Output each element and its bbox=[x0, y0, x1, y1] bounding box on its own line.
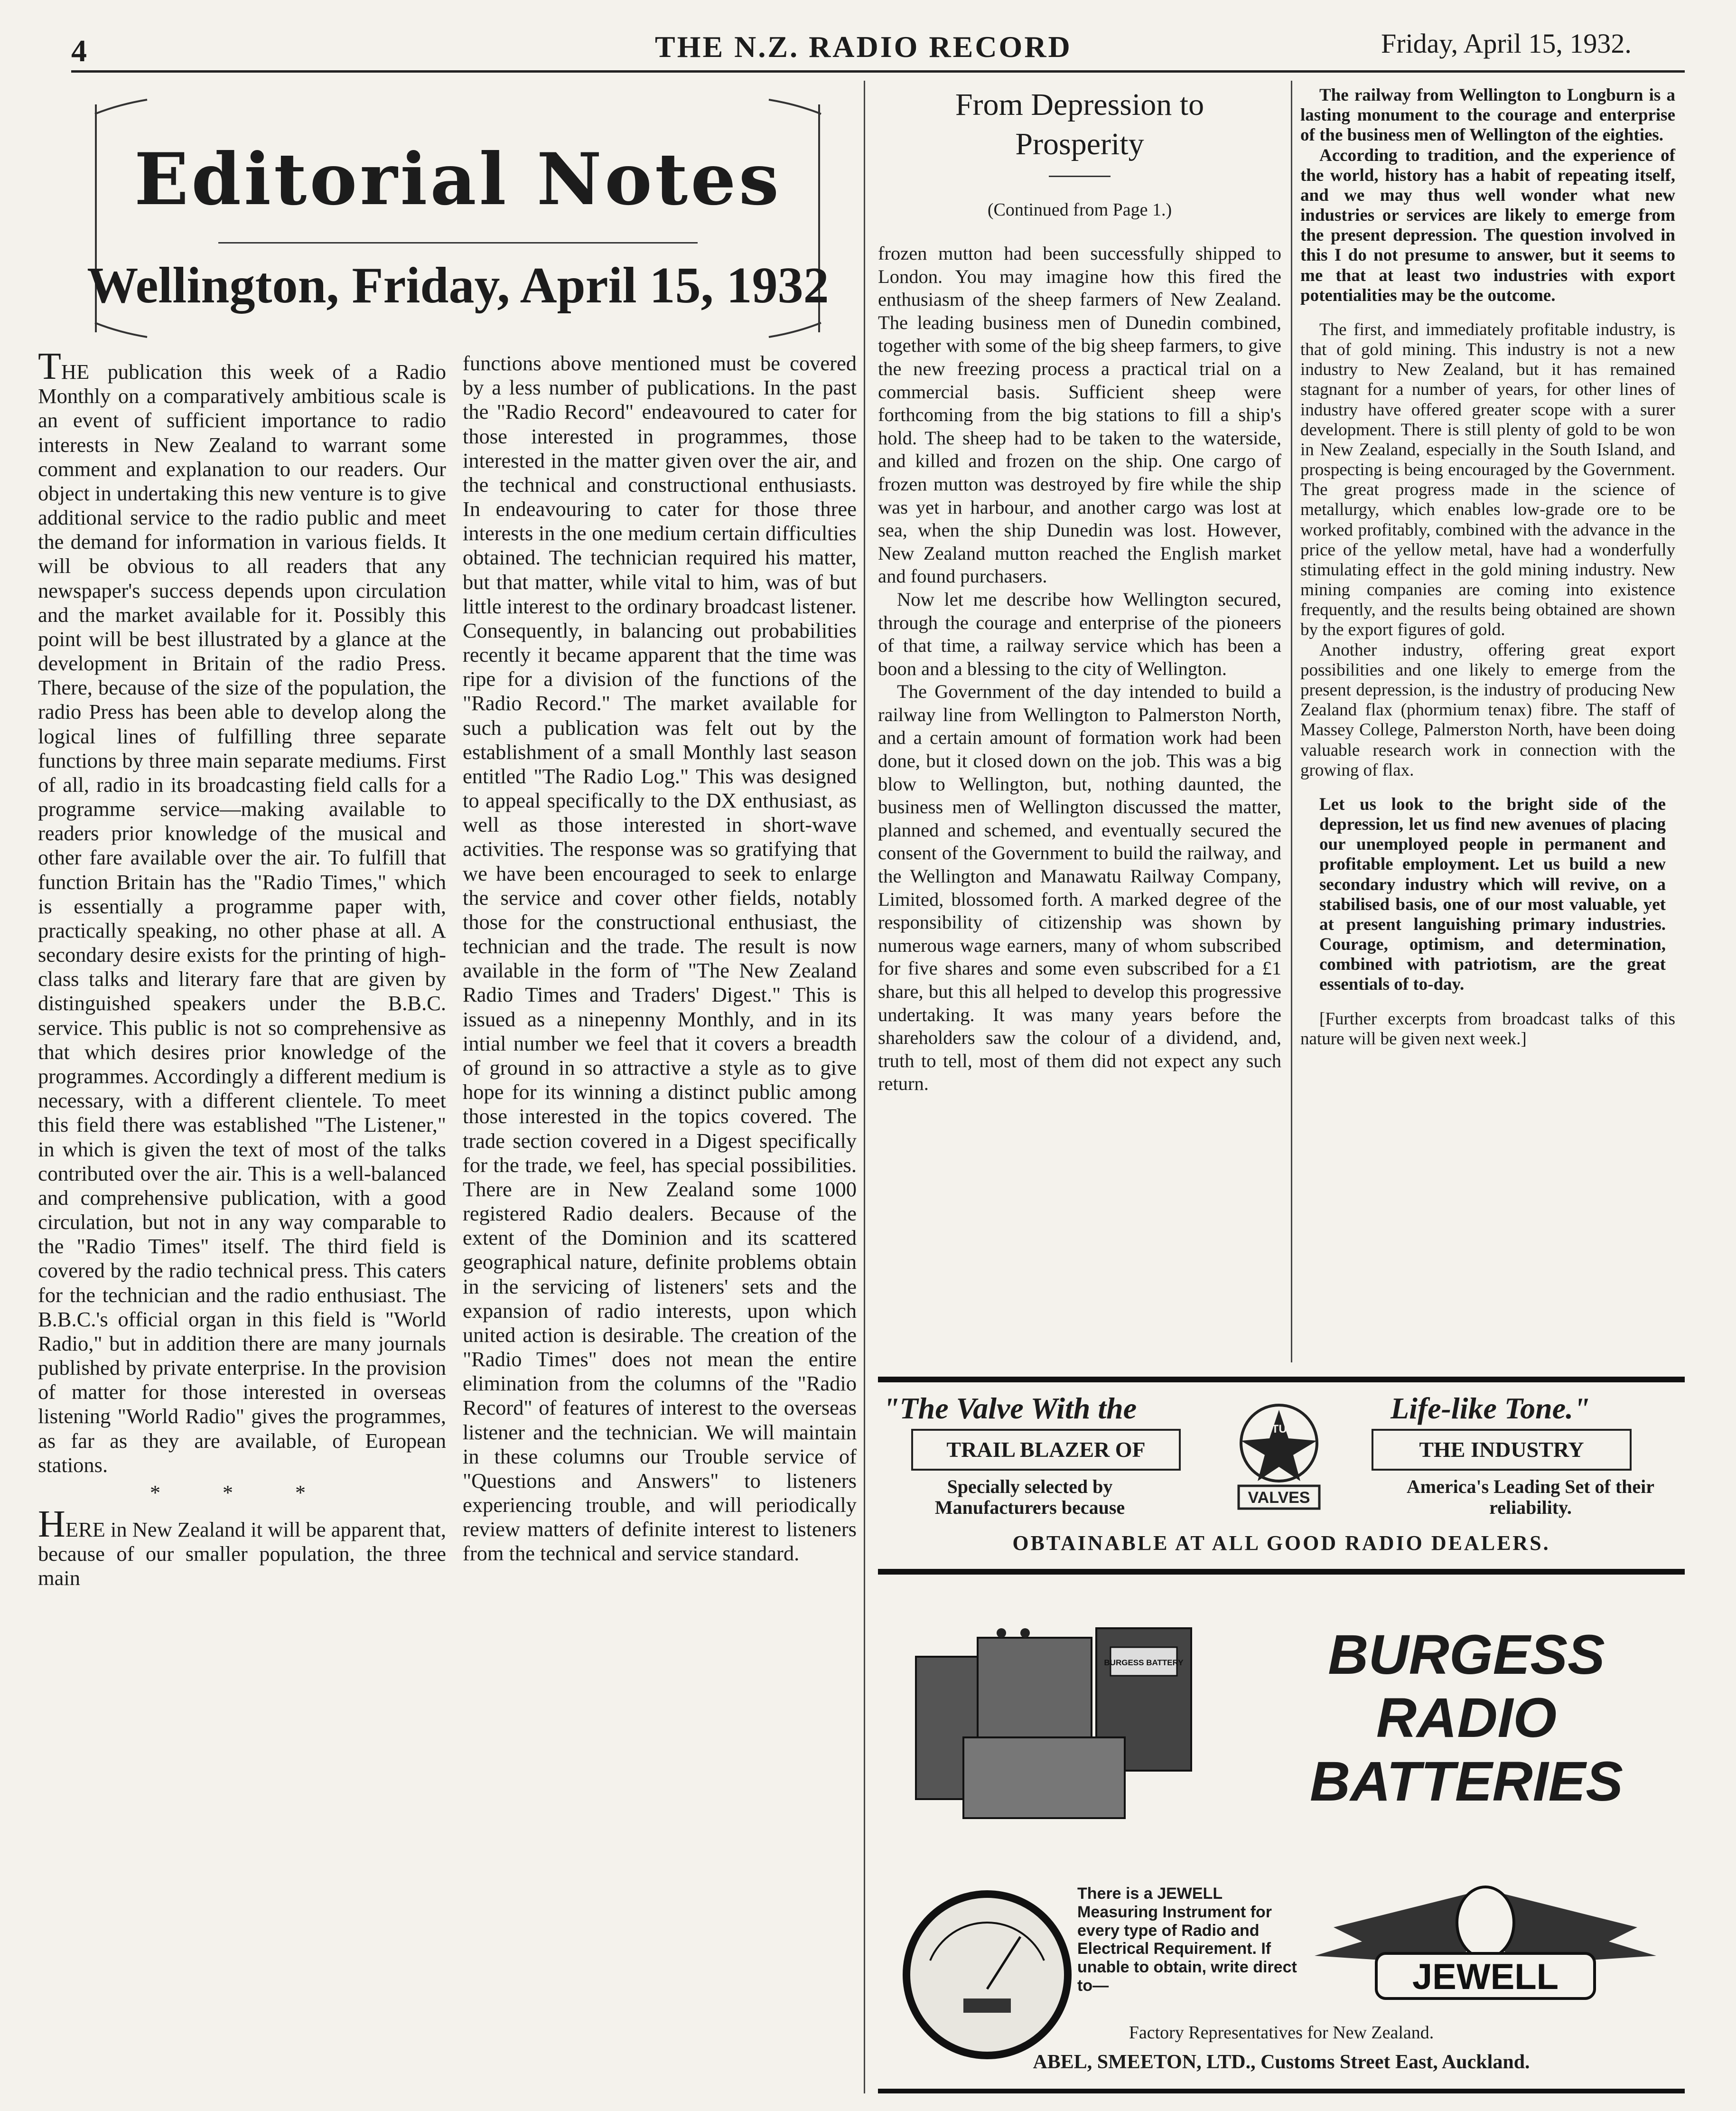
burgess-line: BATTERIES bbox=[1310, 1750, 1623, 1813]
ad-slogan-right: Life-like Tone." bbox=[1391, 1391, 1590, 1425]
article-paragraph: The first, and immediately profitable industry, is that of gold mining. This industry is not a new industry to New Zealand, but it has remained stagnant for a number of years, for other lines of industry have offered greater scope with a surer development. There is still plenty of gold to be won in New Zealand, especially in the South Island, and prospecting is being encouraged by the Government. The great progress made in the science of metallurgy, which enables low-grade ore to be worked profitably, combined with the advance in the price of the yellow metal, have had a wonderfully stimulating effect in the gold mining industry. New mining companies are coming into existence frequently, and the results being obtained are shown by the export figures of gold. bbox=[1300, 319, 1675, 640]
arcturus-emblem bbox=[1220, 1396, 1338, 1514]
header-rule bbox=[71, 70, 1685, 73]
editorial-column-2 bbox=[463, 351, 857, 1566]
editorial-banner bbox=[76, 95, 840, 342]
article-title bbox=[878, 85, 1281, 164]
burgess-headline bbox=[1277, 1623, 1656, 1813]
banner-rule bbox=[218, 242, 698, 244]
article-paragraph-bold: Let us look to the bright side of the depression, let us find new avenues of placing our unemployed people in permanent and profitable employment. Let us build a new secondary industry which will revive, on a stabilised basis, one of our most valuable, yet at present languishing primary industries. Courage, optimism, and determination, combined with patriotism, are the great essentials of to-day. bbox=[1319, 794, 1666, 995]
burgess-batteries-ad bbox=[878, 1595, 1685, 1842]
ad-rule bbox=[878, 1569, 1685, 1575]
editorial-title: Editorial Notes bbox=[134, 138, 782, 221]
article-column-1 bbox=[878, 242, 1281, 1096]
ribbon-right: THE INDUSTRY bbox=[1372, 1429, 1632, 1471]
firm-address: ABEL, SMEETON, LTD., Customs Street East, Auckland. bbox=[1033, 2051, 1530, 2073]
drop-cap: T bbox=[38, 346, 61, 387]
arcturus-valves-ad bbox=[878, 1377, 1685, 1576]
editorial-column-1 bbox=[38, 346, 446, 1590]
column-divider bbox=[1291, 81, 1292, 1362]
editorial-paragraph bbox=[38, 1503, 446, 1591]
continued-note: (Continued from Page 1.) bbox=[987, 200, 1172, 220]
emblem-top-text: ARCTURUS bbox=[1247, 1423, 1311, 1435]
emblem-bottom-text: VALVES bbox=[1248, 1489, 1310, 1507]
article-paragraph-bold: According to tradition, and the experience of the world, history has a habit of repeating itself, and we may thus well wonder what new industries or services are likely to emerge from the present depression. The question involved in this I do not presume to answer, but it seems to me that at least two industries with export potentialities may be the outcome. bbox=[1300, 145, 1675, 305]
issue-date: Friday, April 15, 1932. bbox=[1381, 28, 1632, 59]
editorial-paragraph bbox=[38, 346, 446, 1477]
editorial-text: HE publication this week of a Radio Monthly on a comparatively ambitious scale is an event of sufficient importance to radio interests in New Zealand to warrant some comment and explanation to our readers. Our object in undertaking this new venture is to give additional service to the radio public and meet the demand for information in various fields. It will be obvious to all readers that any newspaper's success depends upon circulation and the market available for it. Possibly this point will be best illustrated by a glance at the development in Britain of the radio Press. There, because of the size of the population, the radio Press has been able to develop along the logical lines of fulfilling three separate functions by three main separate mediums. First of all, radio in its broadcasting field calls for a programme service—making available to readers prior knowledge of the musical and other fare available over the air. To fulfill that function Britain has the "Radio Times," which is essentially a programme paper with, practically speaking, no other phase at all. A secondary desire exists for the printing of high-class talks and literary fare that are given by distinguished speakers under the B.B.C. service. This public is not so comprehensive as that which desires prior knowledge of the programmes. Accordingly a different medium is necessary, with a different clientele. To meet this field there was established "The Listener," in which is given the text of most of the talks contributed over the air. This is a well-balanced and comprehensive publication, with a good circulation, but not in any way comparable to the "Radio Times" itself. The third field is covered by the radio technical press. This caters for the technician and the radio enthusiast. The B.B.C.'s official organ in this field is "World Radio," but in addition there are many journals published by private enterprise. In the provision of matter for those interested in overseas listening "World Radio" gives the programmes, as far as they are available, of European stations. bbox=[38, 360, 446, 1477]
ad-text-left: Specially selected by Manufacturers because bbox=[934, 1476, 1125, 1518]
article-paragraph: [Further excerpts from broadcast talks of this nature will be given next week.] bbox=[1300, 1009, 1675, 1049]
editorial-text: ERE in New Zealand it will be apparent that, because of our smaller population, the three main bbox=[38, 1517, 446, 1590]
article-paragraph-bold: The railway from Wellington to Longburn is a lasting monument to the courage and enterprise of the business men of Wellington of the eighties. bbox=[1300, 85, 1675, 145]
burgess-line: RADIO bbox=[1376, 1687, 1557, 1750]
factory-representatives: Factory Representatives for New Zealand. bbox=[1129, 2023, 1434, 2043]
drop-cap: H bbox=[38, 1503, 65, 1545]
jewell-logo-text: JEWELL bbox=[1412, 1957, 1559, 1997]
jewell-meters-ad bbox=[878, 1851, 1685, 2098]
ad-slogan-left: "The Valve With the bbox=[883, 1391, 1137, 1425]
burgess-line: BURGESS bbox=[1328, 1623, 1605, 1686]
battery-label: BURGESS BATTERY bbox=[1104, 1658, 1184, 1667]
masthead: THE N.Z. RADIO RECORD bbox=[655, 30, 1072, 64]
title-rule bbox=[1049, 176, 1111, 177]
article-paragraph: The Government of the day intended to build a railway line from Wellington to Palmerston North, and a certain amount of formation work had been done, but it closed down on the job. This was a big blow to Wellington, but, nothing daunted, the business men of Wellington discussed the matter, planned and schemed, and eventually secured the consent of the Government to build the railway, and the Wellington and Manawatu Railway Company, Limited, blossomed forth. A marked degree of the responsibility of citizenship was shown by numerous wage earners, many of whom subscribed for five shares and some even subscribed for a £1 share, but this all helped to develop this progressive undertaking. It was many years before the shareholders saw the colour of a dividend, and, truth to tell, most of them did not expect any such return. bbox=[878, 681, 1281, 1095]
section-separator: * * * bbox=[150, 1481, 334, 1504]
article-paragraph: Another industry, offering great export possibilities and one likely to emerge from the present depression, is the industry of producing New Zealand flax (phormium tenax) fibre. The staff of Massey College, Palmerston North, have been doing valuable research work in connection with the growing of flax. bbox=[1300, 640, 1675, 780]
ribbon-left: TRAIL BLAZER OF bbox=[911, 1429, 1181, 1471]
article-paragraph: Now let me describe how Wellington secured, through the courage and enterprise of the pioneers of that time, a railway service which has been a boon and a blessing to the city of Wellington. bbox=[878, 588, 1281, 679]
editorial-paragraph: functions above mentioned must be covered by a less number of publications. In the past the "Radio Record" endeavoured to cater for those interested in programmes, those interested in the matter given over the air, and the technical and constructional enthusiasts. In endeavouring to cater for those three interests in the one medium certain difficulties obtained. The technician required his matter, but that matter, while vital to him, was of but little interest to the ordinary broadcast listener. Consequently, in balancing out probabilities recently it became apparent that the time was ripe for a division of the functions of the "Radio Record." The market available for such a publication was felt out by the establishment of a small Monthly last season entitled "The Radio Log." This was designed to appeal specifically to the DX enthusiast, as well as those interested in short-wave activities. The response was so gratifying that we have been encouraged to seek to enlarge the service and cover other fields, notably those for the constructional enthusiast, the technician and the trade. The result is now available in the form of "The New Zealand Radio Times and Traders' Digest." This is issued as a ninepenny Monthly, and in its intial number we feel that it covers a breadth of ground in so attractive a style as to give hope for its winning a distinct public among those interested in the topics covered. The trade section covered in a Digest specifically for the trade, we feel, has special possibilities. There are in New Zealand some 1000 registered Radio dealers. Because of the extent of the Dominion and its scattered geographical nature, definite problems obtain in the servicing of listeners' sets and the expansion of radio interests, upon which united action is desirable. The creation of the "Radio Times" does not mean the entire elimination from the columns of the "Radio Record" of features of interest to the overseas listener and the technician. We will maintain in these columns our Trouble service of "Questions and Answers" to listeners experiencing trouble, and will periodically review matters of definite interest to listeners from the technical and service standard. bbox=[463, 351, 857, 1566]
article-column-2 bbox=[1300, 85, 1675, 1049]
ad-rule bbox=[878, 2089, 1685, 2093]
battery-illustration bbox=[906, 1619, 1239, 1823]
ad-text-right: America's Leading Set of their reliability. bbox=[1406, 1476, 1655, 1518]
page-number: 4 bbox=[71, 34, 87, 68]
column-divider bbox=[864, 81, 865, 2093]
article-title-line: Prosperity bbox=[1015, 126, 1144, 161]
editorial-dateline: Wellington, Friday, April 15, 1932 bbox=[87, 257, 829, 314]
jewell-wings-logo bbox=[1305, 1870, 1666, 2013]
article-paragraph: frozen mutton had been successfully shipped to London. You may imagine how this fired the enthusiasm of the sheep farmers of New Zealand. The leading business men of Dunedin combined, together with some of the big sheep farmers, to give the new freezing process a practical trial on a commercial basis. Sufficient sheep were forthcoming from the big stations to fill a ship's hold. The sheep had to be taken to the waterside, and killed and frozen on the ship. One cargo of frozen mutton was destroyed by fire while the ship was yet in harbour, and another cargo was lost at sea, when the ship Dunedin was lost. However, New Zealand mutton reached the English market and found purchasers. bbox=[878, 243, 1281, 587]
ad-rule bbox=[878, 1377, 1685, 1382]
article-title-line: From Depression to bbox=[955, 87, 1204, 122]
jewell-text: There is a JEWELL Measuring Instrument for every type of Radio and Electrical Requirement. If unable to obtain, write direct to— bbox=[1077, 1885, 1297, 1995]
ad-bottom-line: OBTAINABLE AT ALL GOOD RADIO DEALERS. bbox=[1012, 1531, 1550, 1555]
